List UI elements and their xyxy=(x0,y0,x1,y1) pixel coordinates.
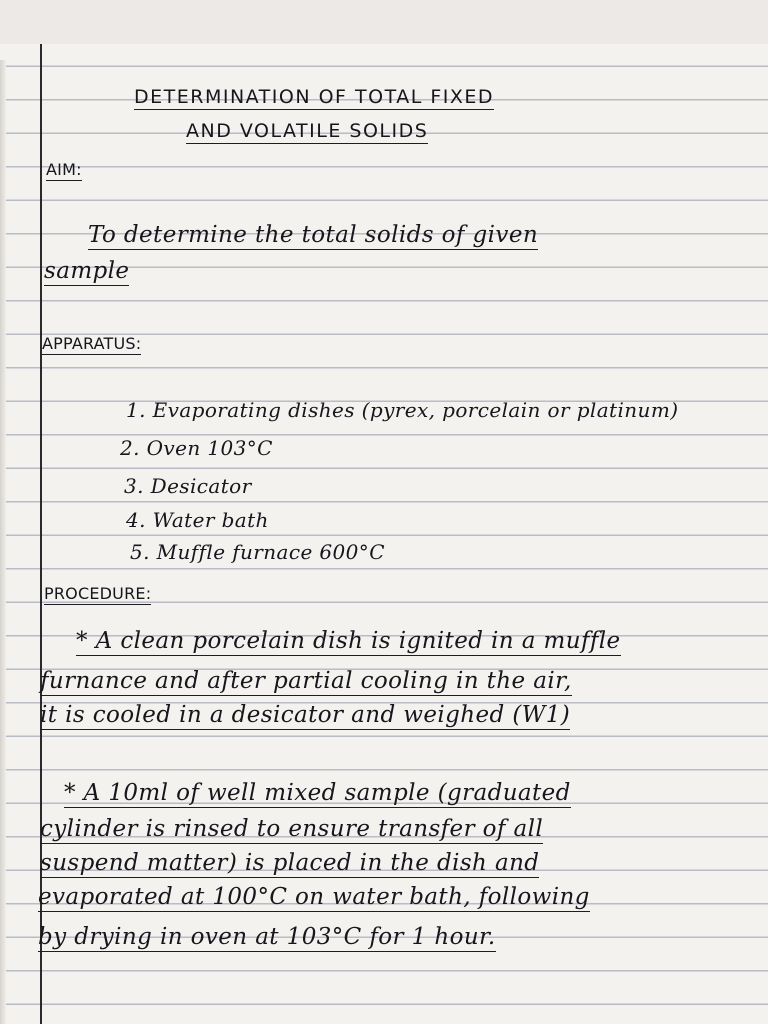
procedure-step-1-line: * A clean porcelain dish is ignited in a muffle xyxy=(76,628,621,654)
aim-text-line-2: sample xyxy=(44,258,130,284)
aim-heading: AIM: xyxy=(46,160,82,179)
apparatus-item: 4. Water bath xyxy=(126,508,269,532)
apparatus-heading: APPARATUS: xyxy=(42,334,142,353)
procedure-step-2-line: evaporated at 100°C on water bath, following xyxy=(38,884,590,910)
title-line-2: AND VOLATILE SOLIDS xyxy=(186,120,429,142)
title-line-1: DETERMINATION OF TOTAL FIXED xyxy=(134,86,495,108)
page-edge xyxy=(0,60,6,1024)
apparatus-item: 2. Oven 103°C xyxy=(120,436,273,460)
apparatus-item: 1. Evaporating dishes (pyrex, porcelain or platinum) xyxy=(126,398,679,422)
procedure-step-1-line: furnance and after partial cooling in the air, xyxy=(40,668,572,694)
procedure-heading: PROCEDURE: xyxy=(44,584,152,603)
procedure-step-2-line: by drying in oven at 103°C for 1 hour. xyxy=(38,924,496,950)
apparatus-item: 5. Muffle furnace 600°C xyxy=(130,540,385,564)
procedure-step-2-line: cylinder is rinsed to ensure transfer of all xyxy=(40,816,544,842)
procedure-step-2-line: suspend matter) is placed in the dish and xyxy=(40,850,540,876)
apparatus-item: 3. Desicator xyxy=(124,474,252,498)
procedure-step-2-line: * A 10ml of well mixed sample (graduated xyxy=(64,780,571,806)
aim-text-line-1: To determine the total solids of given xyxy=(88,222,539,248)
procedure-step-1-line: it is cooled in a desicator and weighed (W1) xyxy=(40,702,571,728)
